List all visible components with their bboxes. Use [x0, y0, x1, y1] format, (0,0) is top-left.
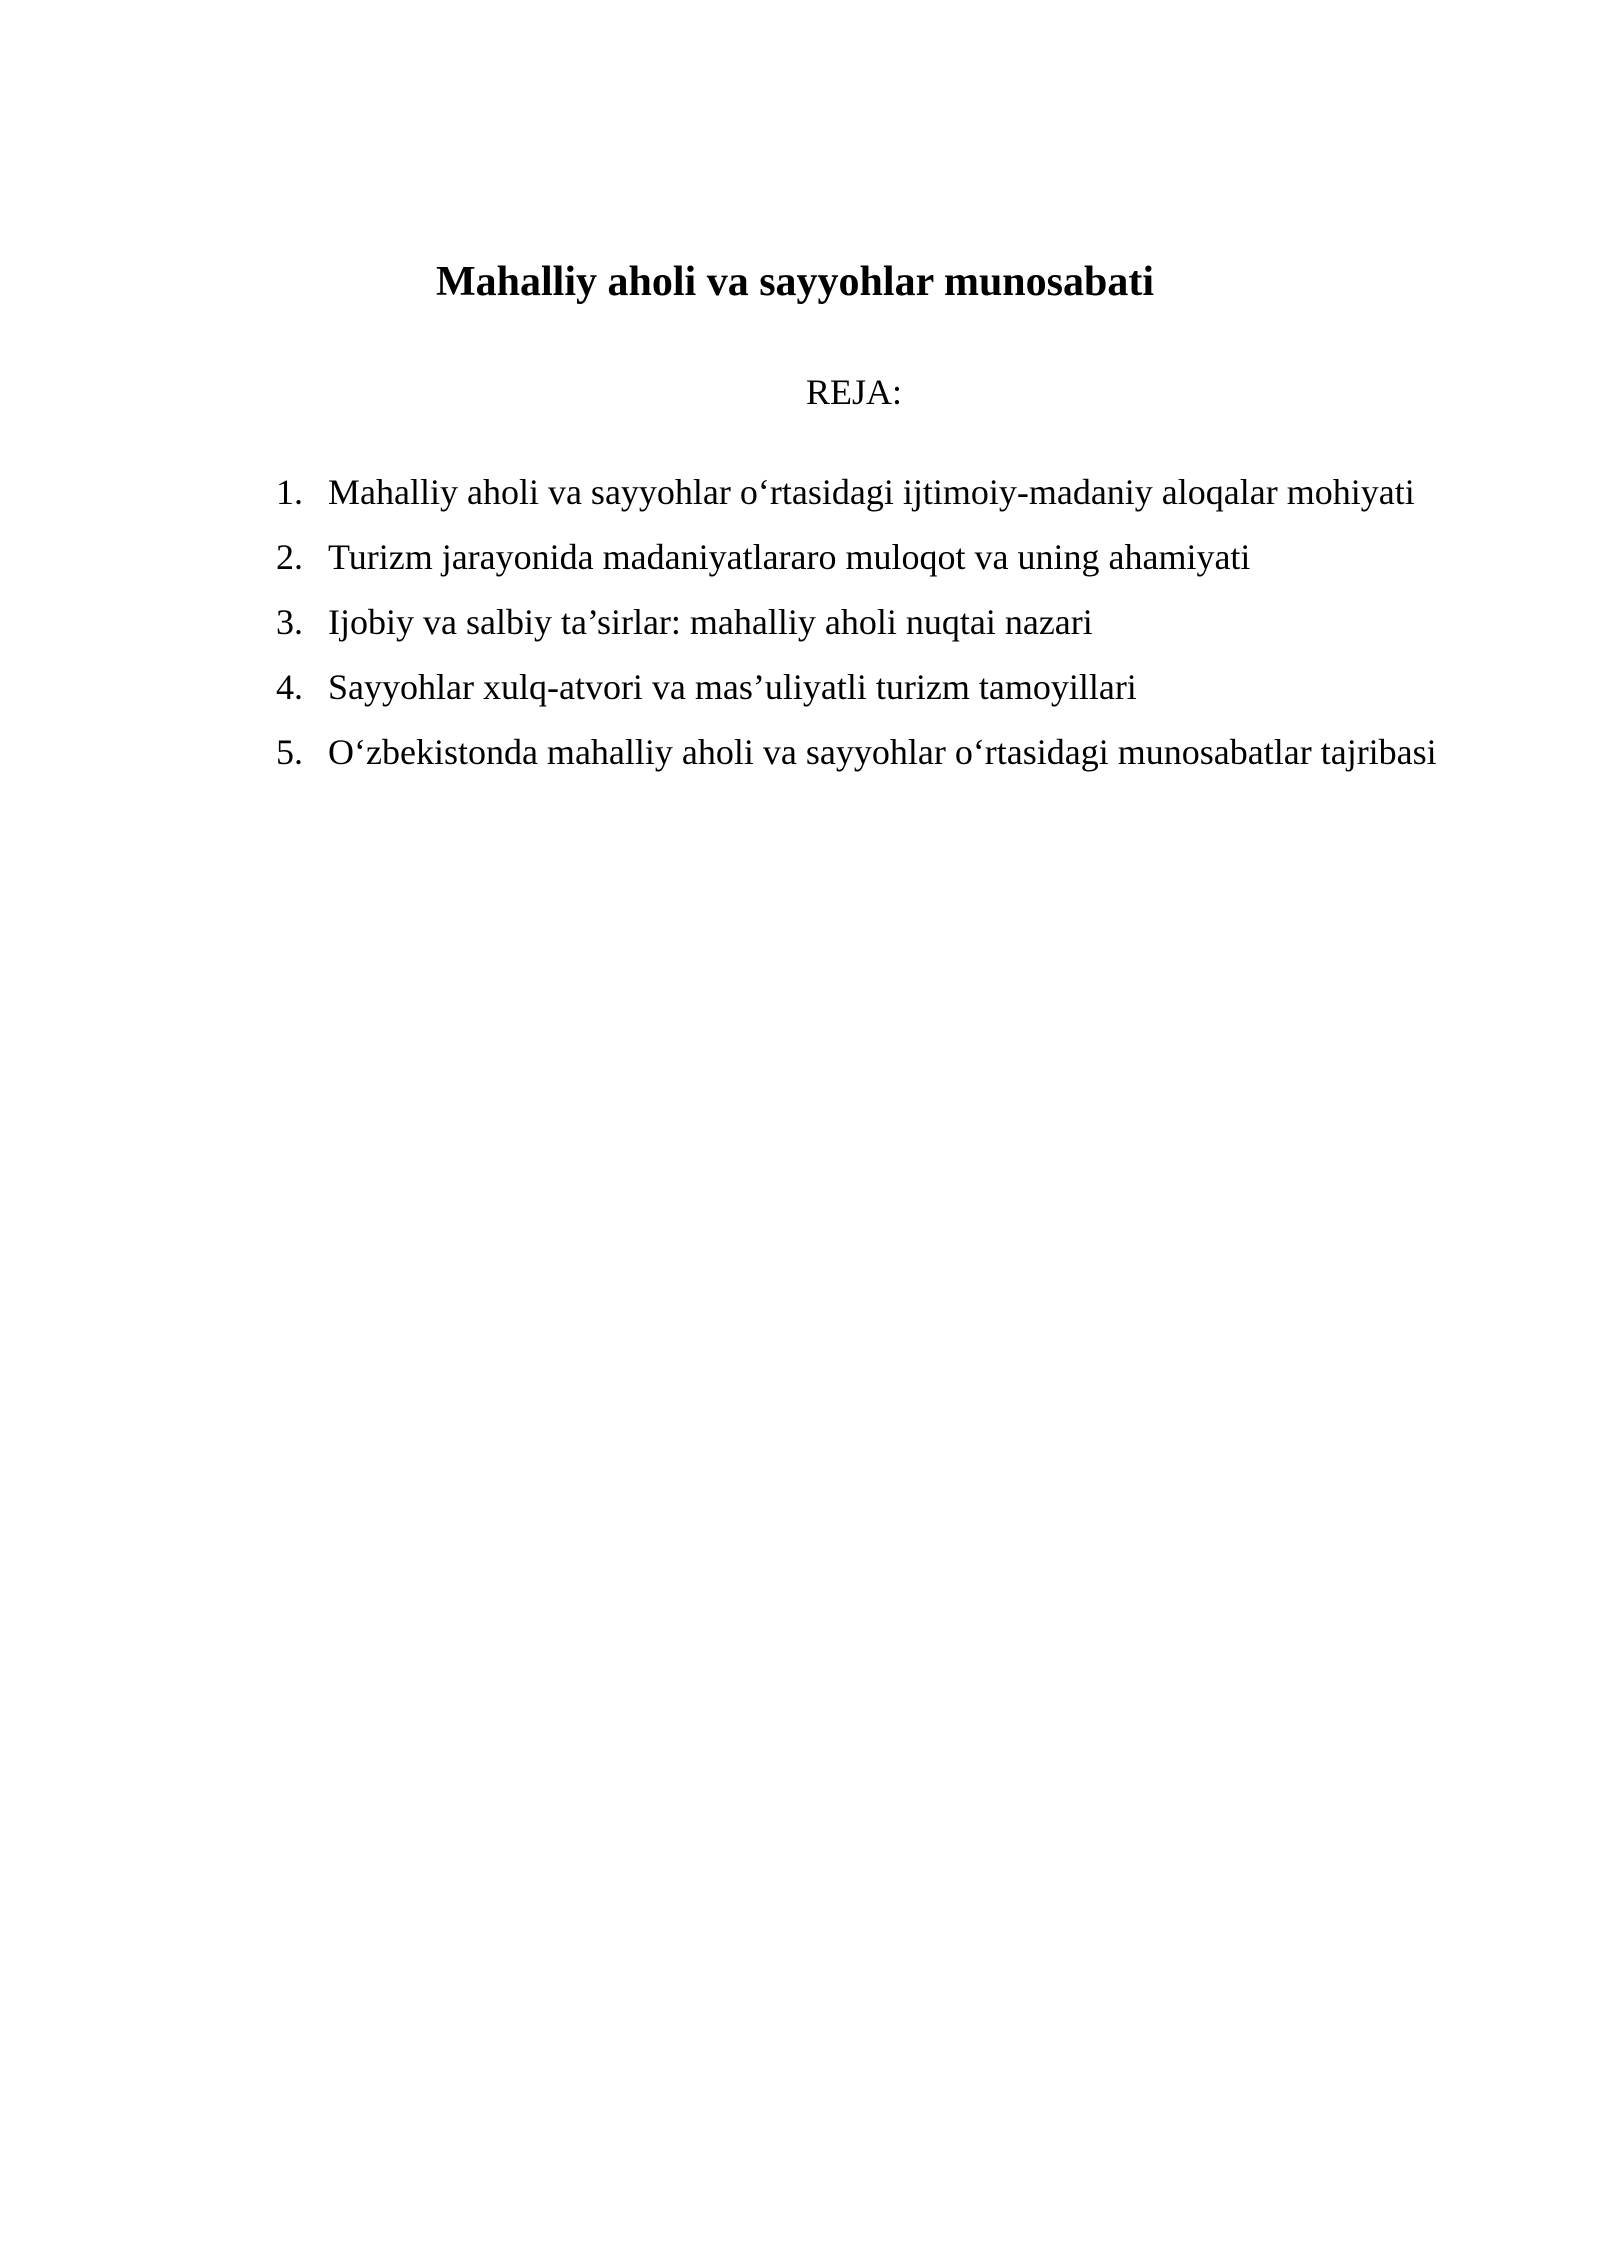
plan-heading: REJA:: [806, 372, 903, 412]
plan-item: [276, 726, 1437, 791]
plan-item-text: Turizm jarayonida madaniyatlararo muloqot va uning ahamiyati: [328, 537, 1251, 577]
plan-item-text: Mahalliy aholi va sayyohlar o‘rtasidagi ijtimoiy-madaniy aloqalar mohiyati: [328, 472, 1415, 512]
plan-item-number: 4.: [276, 667, 303, 707]
plan-item: [276, 531, 1437, 596]
plan-item-text: O‘zbekistonda mahalliy aholi va sayyohlar o‘rtasidagi munosabatlar tajribasi: [328, 732, 1437, 772]
plan-item-number: 5.: [276, 732, 303, 772]
plan-item: [276, 596, 1437, 661]
plan-item-number: 2.: [276, 537, 303, 577]
plan-list: [276, 466, 1437, 791]
document-title: Mahalliy aholi va sayyohlar munosabati: [436, 259, 1155, 305]
plan-item: [276, 466, 1437, 531]
plan-item-text: Ijobiy va salbiy ta’sirlar: mahalliy aholi nuqtai nazari: [328, 602, 1093, 642]
plan-item-number: 3.: [276, 602, 303, 642]
plan-item-text: Sayyohlar xulq-atvori va mas’uliyatli turizm tamoyillari: [328, 667, 1137, 707]
plan-item: [276, 661, 1437, 726]
plan-item-number: 1.: [276, 472, 303, 512]
